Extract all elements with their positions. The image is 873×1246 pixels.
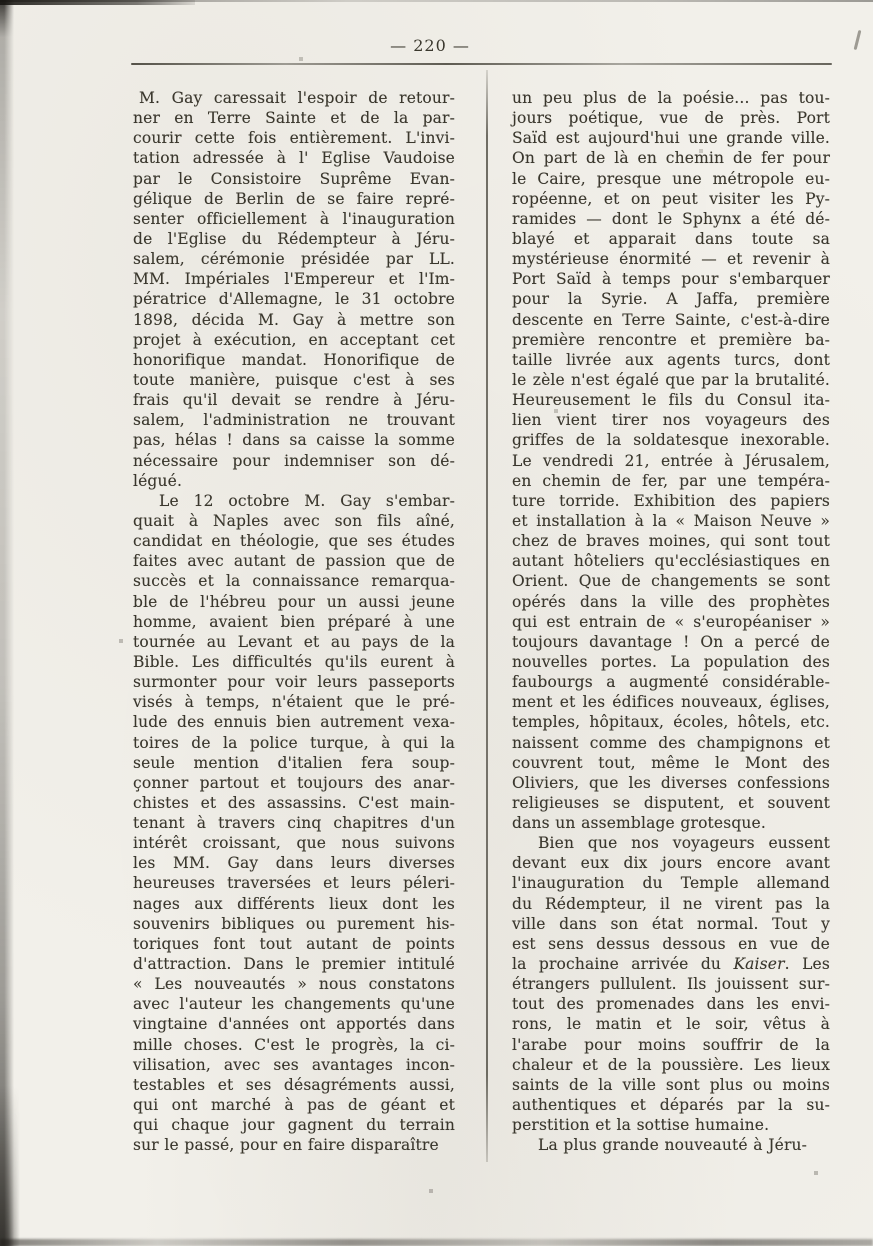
text-line: heureuses traversées et leurs péleri-	[133, 874, 455, 893]
text-line: chaleur et de la poussière. Les lieux	[512, 1055, 830, 1074]
page-number: — 220 —	[390, 36, 470, 55]
text-line: qui chaque jour gagnent du terrain	[133, 1116, 455, 1135]
text-line: mille choses. C'est le progrès, la ci-	[133, 1035, 455, 1054]
text-line: courir cette fois entièrement. L'invi-	[133, 129, 455, 148]
text-line: quait à Naples avec son fils aîné,	[133, 511, 455, 530]
text-line: authentiques et déparés par la su-	[512, 1096, 830, 1115]
text-line: l'arabe pour moins souffrir de la	[512, 1035, 830, 1054]
text-line: opérés dans la ville des prophètes	[512, 592, 830, 611]
text-line: On part de là en chemin de fer pour	[512, 149, 830, 168]
text-line: seule mention d'italien fera soup-	[133, 753, 455, 772]
scan-gutter-shadow-left	[0, 0, 14, 1246]
text-line: candidat en théologie, que ses études	[133, 532, 455, 551]
text-line: griffes de la soldatesque inexorable.	[512, 431, 830, 450]
text-line: Port Saïd à temps pour s'embarquer	[512, 270, 830, 289]
text-line: par le Consistoire Suprême Evan-	[133, 169, 455, 188]
text-segment: . Les	[784, 955, 830, 974]
text-line: toujours davantage ! On a percé de	[512, 632, 830, 651]
text-line: l'inauguration du Temple allemand	[512, 874, 830, 893]
text-line: le Caire, presque une métropole eu-	[512, 169, 830, 188]
text-line: religieuses se disputent, et souvent	[512, 793, 830, 812]
text-line: sur le passé, pour en faire disparaître	[133, 1136, 439, 1155]
text-line: d'attraction. Dans le premier intitulé	[133, 955, 455, 974]
text-line: naissent comme des champignons et	[512, 733, 830, 752]
text-line: lien vient tirer nos voyageurs des	[512, 411, 830, 430]
text-line: qui ont marché à pas de géant et	[133, 1096, 455, 1115]
text-line: faites avec autant de passion que de	[133, 552, 455, 571]
text-line: lude des ennuis bien autrement vexa-	[133, 713, 455, 732]
left-column	[133, 88, 455, 1155]
text-line: honorifique mandat. Honorifique de	[133, 350, 455, 369]
text-line: dans un assemblage grotesque.	[512, 814, 766, 833]
text-line: M. Gay caressait l'espoir de retour-	[139, 89, 455, 107]
text-line: ner en Terre Sainte et de la par-	[133, 109, 455, 128]
text-line: intérêt croissant, que nous suivons	[133, 834, 455, 853]
text-line: toriques font tout autant de points	[133, 934, 455, 953]
text-line: succès et la connaissance remarqua-	[133, 572, 455, 591]
header-rule	[131, 63, 832, 65]
text-segment: la prochaine arrivée du	[512, 955, 734, 974]
text-line: surmonter pour voir leurs passeports	[133, 673, 455, 692]
text-line: tournée au Levant et au pays de la	[133, 632, 455, 651]
text-line: ment et les édifices nouveaux, églises,	[512, 693, 830, 712]
text-line: MM. Impériales l'Empereur et l'Im-	[133, 270, 455, 289]
text-line: « Les nouveautés » nous constatons	[133, 975, 455, 994]
text-line: autant hôteliers qu'ecclésiastiques en	[512, 552, 830, 571]
text-line: ture torride. Exhibition des papiers	[512, 491, 830, 510]
text-line: mystérieuse énormité — et revenir à	[512, 250, 830, 269]
text-line: 1898, décida M. Gay à mettre son	[133, 310, 455, 329]
text-line: Le vendredi 21, entrée à Jérusalem,	[512, 451, 830, 470]
text-line: ville dans son état normal. Tout y	[512, 914, 830, 933]
text-line: temples, hôpitaux, écoles, hôtels, etc.	[512, 713, 830, 732]
right-column	[512, 88, 830, 1155]
text-line: taille livrée aux agents turcs, dont	[512, 350, 830, 369]
scan-dust-specks	[0, 0, 2, 2]
text-line: couvrent tout, même le Mont des	[512, 753, 830, 772]
text-line: le zèle n'est égalé que par la brutalité.	[512, 370, 830, 389]
text-line: Bible. Les difficultés qu'ils eurent à	[133, 652, 455, 671]
text-line: Heureusement le fils du Consul ita-	[512, 391, 830, 410]
text-line: faubourgs a augmenté considérable-	[512, 673, 830, 692]
scan-edge-smudge-bottom	[0, 1239, 873, 1246]
text-line: du Rédempteur, il ne virent pas la	[512, 894, 830, 913]
text-line: légué.	[133, 471, 183, 490]
text-line: frais qu'il devait se rendre à Jéru-	[133, 391, 455, 410]
text-line: Bien que nos voyageurs eussent	[538, 834, 830, 853]
text-line: chez de braves moines, qui sont tout	[512, 532, 830, 551]
text-line: pas, hélas ! dans sa caisse la somme	[133, 431, 455, 450]
text-line: nages aux différents lieux dont les	[133, 894, 455, 913]
text-line: salem, cérémonie présidée par LL.	[133, 250, 455, 269]
text-line: de l'Eglise du Rédempteur à Jéru-	[133, 229, 455, 248]
text-line: senter officiellement à l'inauguration	[133, 209, 455, 228]
text-line: devant eux dix jours encore avant	[512, 854, 830, 873]
text-line: jours poétique, vue de près. Port	[512, 109, 830, 128]
text-line: pératrice d'Allemagne, le 31 octobre	[133, 290, 455, 309]
text-line: gélique de Berlin de se faire repré-	[133, 189, 455, 208]
text-line: en chemin de fer, par une tempéra-	[512, 471, 830, 490]
text-line: blayé et apparait dans toute sa	[512, 229, 830, 248]
text-line: tout des promenades dans les envi-	[512, 995, 830, 1014]
text-line: et installation à la « Maison Neuve »	[512, 511, 830, 530]
text-line: salem, l'administration ne trouvant	[133, 411, 455, 430]
text-line: projet à exécution, en acceptant cet	[133, 330, 455, 349]
scan-edge-smudge-top-left	[0, 0, 195, 5]
text-line: çonner partout et toujours des anar-	[133, 773, 455, 792]
text-line: descente en Terre Sainte, c'est-à-dire	[512, 310, 830, 329]
text-line: ramides — dont le Sphynx a été dé-	[512, 209, 830, 228]
text-line: homme, avaient bien préparé à une	[133, 612, 455, 631]
text-line: Le 12 octobre M. Gay s'embar-	[159, 491, 455, 510]
text-line: nouvelles portes. La population des	[512, 652, 830, 671]
text-line: visés à temps, n'étaient que le pré-	[133, 693, 455, 712]
text-line: un peu plus de la poésie... pas tou-	[512, 89, 830, 107]
text-line: perstition et la sottise humaine.	[512, 1116, 770, 1135]
scan-speck-right-edge	[854, 30, 862, 50]
text-line: vilisation, avec ses avantages incon-	[133, 1055, 455, 1074]
text-line: toires de la police turque, à qui la	[133, 733, 455, 752]
text-line: est sens dessus dessous en vue de	[512, 934, 830, 953]
text-line: Orient. Que de changements se sont	[512, 572, 830, 591]
text-line: les MM. Gay dans leurs diverses	[133, 854, 455, 873]
text-line: qui est entrain de « s'européaniser »	[512, 612, 830, 631]
text-line: avec l'auteur les changements qu'une	[133, 995, 455, 1014]
text-line: étrangers pullulent. Ils jouissent sur-	[512, 975, 830, 994]
scan-corner-shadow-bottom-left	[0, 1086, 20, 1246]
column-divider-rule	[486, 70, 488, 1162]
text-line: testables et ses désagréments aussi,	[133, 1075, 455, 1094]
text-line: ropéenne, et on peut visiter les Py-	[512, 189, 830, 208]
text-line: chistes et des assassins. C'est main-	[133, 793, 455, 812]
text-line: tation adressée à l' Eglise Vaudoise	[133, 149, 455, 168]
text-line: tenant à travers cinq chapitres d'un	[133, 814, 455, 833]
text-line: saints de la ville sont plus ou moins	[512, 1075, 830, 1094]
text-line: nécessaire pour indemniser son dé-	[133, 451, 455, 470]
text-line: Oliviers, que les diverses confessions	[512, 773, 830, 792]
text-line: vingtaine d'années ont apportés dans	[133, 1015, 455, 1034]
italic-term: Kaiser	[733, 955, 785, 974]
text-line: première rencontre et première ba-	[512, 330, 830, 349]
text-line: La plus grande nouveauté à Jéru-	[538, 1136, 808, 1155]
text-line: pour la Syrie. A Jaffa, première	[512, 290, 830, 309]
text-line: souvenirs bibliques ou purement his-	[133, 914, 455, 933]
text-line: rons, le matin et le soir, vêtus à	[512, 1015, 830, 1034]
text-line: Saïd est aujourd'hui une grande ville.	[512, 129, 830, 148]
text-line: toute manière, puisque c'est à ses	[133, 370, 455, 389]
text-line	[512, 954, 830, 974]
text-line: ble de l'hébreu pour un aussi jeune	[133, 592, 455, 611]
